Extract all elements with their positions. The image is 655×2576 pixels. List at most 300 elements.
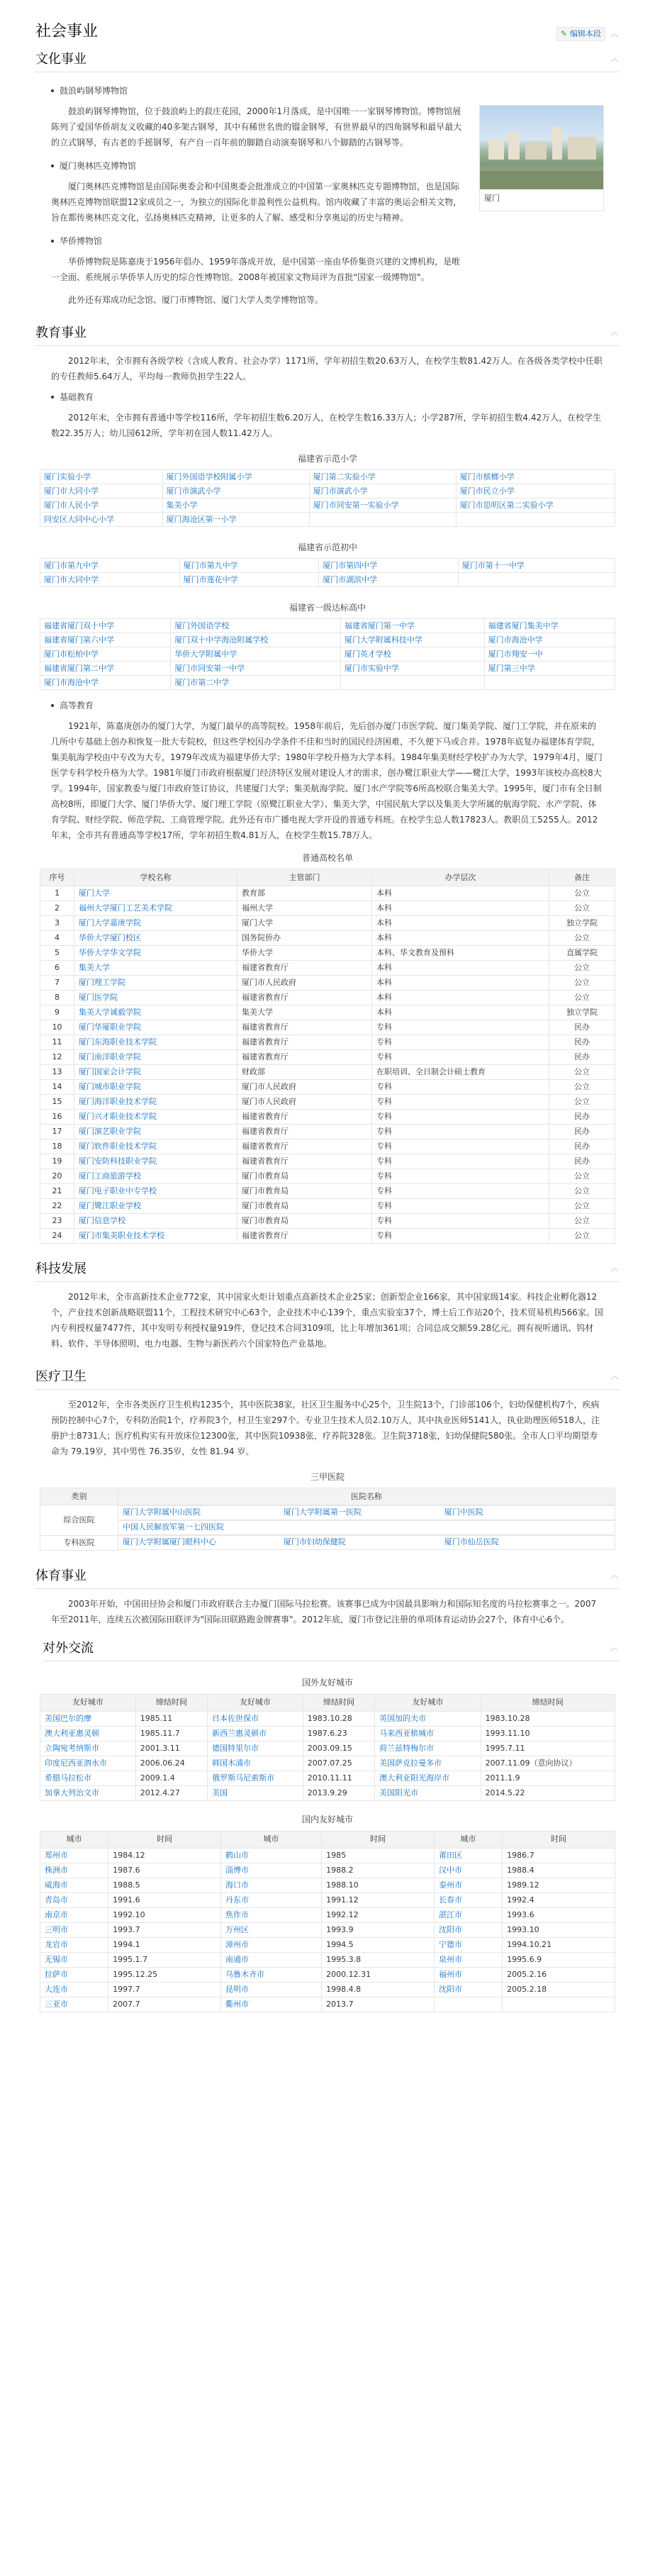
- section-header: [35, 0, 620, 48]
- domestic-city[interactable]: 长春市: [434, 1892, 502, 1907]
- collapse-chevron-icon[interactable]: ︿: [610, 328, 619, 337]
- domestic-date: 1984.12: [108, 1848, 221, 1863]
- primary-school-link[interactable]: 同安区大同中心小学: [40, 513, 163, 527]
- college-cell: 16: [40, 1110, 74, 1125]
- edit-section-button[interactable]: [556, 27, 605, 41]
- domestic-city[interactable]: 衢州市: [220, 1997, 321, 2012]
- intl-cities-title: 国外友好城市: [301, 1677, 353, 1688]
- intl-city[interactable]: 加拿大列治文市: [40, 1785, 136, 1800]
- table-row: [40, 1937, 615, 1952]
- college-link[interactable]: 厦门市集美职业技术学校: [74, 1229, 237, 1244]
- intl-header-cell: 友好城市: [375, 1694, 481, 1711]
- college-cell: 福建省教育厅: [237, 1125, 372, 1139]
- college-link[interactable]: 福州大学厦门工艺美术学院: [74, 901, 237, 916]
- primary-school-link[interactable]: 厦门市思明区第二实验小学: [456, 498, 615, 513]
- paragraph-sports: 2003年开始，中国田径协会和厦门市政府联合主办厦门国际马拉松赛。该赛事已成为中国最具影响力和国际知名度的马拉松赛事之一。2007年至2011年，连续五次被国际田联评为"国际田联路跑金牌赛事"。2012年底，厦门市登记注册的单项体育运动协会27个，体育中心6个。: [51, 1598, 597, 1624]
- domestic-date: 1992.10: [108, 1907, 221, 1922]
- college-header-cell: 办学层次: [372, 869, 549, 886]
- primary-school-row: [40, 498, 615, 513]
- college-link[interactable]: 厦门国家会计学院: [74, 1065, 237, 1080]
- edit-controls: [556, 27, 620, 41]
- domestic-city[interactable]: 漳州市: [220, 1937, 321, 1952]
- heading-exchange: [43, 1637, 620, 1661]
- high-school-link[interactable]: 福建省厦门第一中学: [340, 619, 484, 633]
- intl-date: 2014.5.22: [481, 1785, 615, 1800]
- college-cell: 公立: [549, 1184, 615, 1199]
- intl-date: 2010.11.11: [303, 1771, 374, 1785]
- college-link[interactable]: 厦门大学: [74, 886, 237, 901]
- collapse-chevron-icon[interactable]: ︿: [610, 1642, 619, 1652]
- high-school-link[interactable]: 厦门市松柏中学: [40, 647, 171, 662]
- collapse-chevron-icon[interactable]: ︿: [610, 1264, 619, 1273]
- image-caption: 厦门: [484, 194, 500, 203]
- domestic-date: 1992.12: [322, 1907, 435, 1922]
- high-school-link[interactable]: 厦门市同安第一中学: [171, 662, 341, 676]
- middle-school-link[interactable]: 厦门市第九中学: [179, 559, 319, 573]
- domestic-city[interactable]: 焦作市: [220, 1907, 321, 1922]
- city-image: [480, 106, 603, 189]
- primary-school-empty-cell: [309, 513, 456, 527]
- collapse-chevron-icon[interactable]: ︿: [610, 1371, 619, 1381]
- domestic-city[interactable]: 泉州市: [434, 1952, 502, 1967]
- primary-school-link[interactable]: 厦门市演武小学: [309, 484, 456, 498]
- high-school-link[interactable]: 厦门双十中学海沧附属学校: [171, 633, 341, 647]
- table-row: [40, 1848, 615, 1863]
- heading-science: [35, 1258, 620, 1282]
- primary-school-link[interactable]: 厦门外国语学校附属小学: [162, 470, 309, 484]
- primary-school-table-title: 福建省示范小学: [297, 454, 357, 464]
- intl-city[interactable]: 澳大利亚惠灵顿: [40, 1726, 136, 1741]
- domestic-city[interactable]: 湛江市: [434, 1907, 502, 1922]
- domestic-city[interactable]: 威海市: [40, 1878, 108, 1892]
- college-cell: 专科: [372, 1199, 549, 1214]
- table-row: [40, 1229, 615, 1244]
- domestic-city[interactable]: 乌鲁木齐市: [220, 1967, 321, 1982]
- domestic-date: 1995.12.25: [108, 1967, 221, 1982]
- college-cell: 15: [40, 1095, 74, 1110]
- intl-date: 2007.11.09（意向协议）: [481, 1756, 615, 1771]
- primary-school-link[interactable]: 厦门市同安第一实验小学: [309, 498, 456, 513]
- heading-sports: [35, 1565, 620, 1589]
- domestic-date: 1994.5: [322, 1937, 435, 1952]
- domestic-date: 1991.6: [108, 1892, 221, 1907]
- domestic-date: 1987.6: [108, 1863, 221, 1878]
- college-link[interactable]: 厦门城市职业学院: [74, 1080, 237, 1095]
- table-row: [40, 1110, 615, 1125]
- middle-school-table: [40, 558, 615, 587]
- domestic-header-cell: 城市: [220, 1831, 321, 1848]
- middle-school-link[interactable]: 厦门市大同中学: [40, 573, 180, 587]
- high-school-link[interactable]: 厦门第三中学: [484, 662, 615, 676]
- college-cell: 本科: [372, 886, 549, 901]
- intl-cities-table-wrap: [35, 1671, 620, 1801]
- high-school-link[interactable]: 福建省厦门集美中学: [484, 619, 615, 633]
- high-school-table-title: 福建省一级达标高中: [289, 603, 366, 613]
- college-cell: 10: [40, 1020, 74, 1035]
- domestic-city[interactable]: 沈阳市: [434, 1982, 502, 1997]
- college-cell: 8: [40, 991, 74, 1005]
- college-header-cell: 备注: [549, 869, 615, 886]
- college-cell: 福建省教育厅: [237, 1229, 372, 1244]
- domestic-city[interactable]: 郑州市: [40, 1848, 108, 1863]
- college-cell: 国务院侨办: [237, 931, 372, 946]
- hospital-link[interactable]: [444, 1521, 605, 1534]
- paragraph-higher-education: 1921年，陈嘉庚创办的厦门大学，为厦门最早的高等院校。1958年前后，先后创办厦门市医学院、厦门集美学院、厦门工学院，并在原来的几所中专基础上创办和恢复一批大专院校，但这些学校因办学条件不佳和当时的国民经济困难，不久便下马或合并。1978年底复办福建体育学院，集美航海学校由中专改为大专，1979年改成为福建华侨大学；1980年学校升格为大学本科。1984年集美财经学校扩办为大学，1979年4月，厦门医学专科学校升格为大学。1981年厦门市政府根据厦门经济特区发展对建设人才的需求，创办鹭江职业大学——鹭江大学，1993年该校办高校8大学。1994年，国家教委与厦门市政府签订协议，共建厦门大学；集美航海学院、厦门水产学院等6所高校联合集美大学。1995年，厦门市有全日制高校8所，即厦门大学、厦门华侨大学、厦门理工学院（原鹭江职业大学）、集美大学，中国民航大学以及集美大学所属的航海学院、水产学院、体育学院、财经学院、师范学院、工商管理学院。此外还有市广播电视大学开设的普通专科班。在校学生总人数17823人。教职员工5255人。2012年末，全市共有普通高等学校17所，学年初招生数4.81万人，在校学生数15.78万人。: [51, 721, 603, 840]
- domestic-date: 1988.2: [322, 1863, 435, 1878]
- hospital-link[interactable]: 中国人民解放军第一七四医院: [123, 1522, 224, 1532]
- intl-city[interactable]: 美国阳光市: [375, 1785, 481, 1800]
- high-school-link[interactable]: 厦门大学附属科技中学: [340, 633, 484, 647]
- college-link[interactable]: 厦门理工学院: [74, 976, 237, 991]
- intl-date: 2013.9.29: [303, 1785, 374, 1800]
- high-school-link[interactable]: 厦门英才学校: [340, 647, 484, 662]
- intl-city[interactable]: 英国加的夫市: [375, 1711, 481, 1726]
- domestic-city[interactable]: 拉萨市: [40, 1967, 108, 1982]
- domestic-city[interactable]: 昆明市: [220, 1982, 321, 1997]
- college-cell: 6: [40, 961, 74, 976]
- college-cell: 厦门市教育局: [237, 1199, 372, 1214]
- college-link[interactable]: 厦门大学嘉庚学院: [74, 916, 237, 931]
- college-cell: 福建省教育厅: [237, 991, 372, 1005]
- domestic-city[interactable]: 宁德市: [434, 1937, 502, 1952]
- college-link[interactable]: 厦门工商旅游学校: [74, 1169, 237, 1184]
- domestic-city[interactable]: 三明市: [40, 1922, 108, 1937]
- city-image-card[interactable]: [479, 105, 604, 211]
- high-school-row: [40, 662, 615, 676]
- college-cell: 厦门市教育局: [237, 1184, 372, 1199]
- college-cell: 22: [40, 1199, 74, 1214]
- primary-school-link[interactable]: 厦门实验小学: [40, 470, 163, 484]
- collapse-chevron-icon[interactable]: ︿: [610, 54, 619, 63]
- college-cell: 独立学院: [549, 1005, 615, 1020]
- hospital-header-category: 类别: [40, 1488, 118, 1505]
- domestic-city[interactable]: 三亚市: [40, 1997, 108, 2012]
- domestic-city[interactable]: 大连市: [40, 1982, 108, 1997]
- hospital-link[interactable]: 厦门市仙岳医院: [444, 1537, 499, 1546]
- domestic-city[interactable]: 莆田区: [434, 1848, 502, 1863]
- high-school-link[interactable]: 福建省厦门双十中学: [40, 619, 171, 633]
- domestic-date: 2013.7: [322, 1997, 435, 2012]
- college-cell: 民办: [549, 1125, 615, 1139]
- domestic-city[interactable]: 福州市: [434, 1967, 502, 1982]
- college-cell: 公立: [549, 1095, 615, 1110]
- primary-school-empty-cell: [456, 513, 615, 527]
- table-row: [40, 916, 615, 931]
- hospital-link[interactable]: 厦门大学附属厦门眼科中心: [123, 1537, 216, 1546]
- college-cell: 专科: [372, 1154, 549, 1169]
- table-row: [40, 961, 615, 976]
- table-row: [40, 1878, 615, 1892]
- culture-section: [35, 72, 620, 308]
- college-link[interactable]: 厦门南洋职业学院: [74, 1050, 237, 1065]
- college-cell: 福建省教育厅: [237, 1154, 372, 1169]
- college-cell: 公立: [549, 886, 615, 901]
- table-row: [40, 1711, 615, 1726]
- subheading-olympic-museum: 厦门奥林匹克博物馆: [35, 157, 478, 174]
- table-row: [40, 1907, 615, 1922]
- intl-date: 2003.09.15: [303, 1741, 374, 1756]
- college-header-cell: 学校名称: [74, 869, 237, 886]
- high-school-row: [40, 647, 615, 662]
- domestic-city[interactable]: 沈阳市: [434, 1922, 502, 1937]
- subheading-basic-education: 基础教育: [35, 389, 620, 406]
- intl-city[interactable]: 希腊马拉松市: [40, 1771, 136, 1785]
- table-row: [40, 946, 615, 961]
- collapse-chevron-icon[interactable]: ︿: [610, 1570, 619, 1580]
- college-link[interactable]: 厦门软件职业技术学院: [74, 1139, 237, 1154]
- primary-school-link[interactable]: 厦门市演武小学: [162, 484, 309, 498]
- primary-school-table: [40, 469, 615, 527]
- college-cell: 5: [40, 946, 74, 961]
- high-school-link[interactable]: 福建省厦门第六中学: [40, 633, 171, 647]
- college-cell: 3: [40, 916, 74, 931]
- intl-city[interactable]: 俄罗斯马尼索斯市: [208, 1771, 303, 1785]
- domestic-date: 1993.9: [322, 1922, 435, 1937]
- table-row: [40, 1785, 615, 1800]
- domestic-city[interactable]: 淄博市: [220, 1863, 321, 1878]
- paragraph-other-museums: 此外还有郑成功纪念馆、厦门市博物馆、厦门大学人类学博物馆等。: [68, 295, 324, 305]
- intl-date: 2009.1.4: [135, 1771, 207, 1785]
- intl-city[interactable]: 德国特里尔市: [208, 1741, 303, 1756]
- college-link[interactable]: 厦门安防科技职业学院: [74, 1154, 237, 1169]
- college-cell: 专科: [372, 1184, 549, 1199]
- college-cell: 本科、华文教育及预科: [372, 946, 549, 961]
- college-cell: 20: [40, 1169, 74, 1184]
- intl-city[interactable]: 美国萨克拉曼多市: [375, 1756, 481, 1771]
- table-row: [40, 991, 615, 1005]
- domestic-city[interactable]: 株洲市: [40, 1863, 108, 1878]
- college-link[interactable]: 厦门华厦职业学院: [74, 1020, 237, 1035]
- college-cell: 直属学院: [549, 946, 615, 961]
- college-cell: 本科: [372, 901, 549, 916]
- domestic-city[interactable]: 鹤山市: [220, 1848, 321, 1863]
- college-cell: 福建省教育厅: [237, 1020, 372, 1035]
- college-link[interactable]: 华侨大学厦门校区: [74, 931, 237, 946]
- heading-health-text: 医疗卫生: [35, 1369, 86, 1384]
- domestic-city[interactable]: 青岛市: [40, 1892, 108, 1907]
- domestic-city[interactable]: 海口市: [220, 1878, 321, 1892]
- college-link[interactable]: 厦门兴才职业技术学院: [74, 1110, 237, 1125]
- intl-date: 2011.1.9: [481, 1771, 615, 1785]
- college-cell: 教育部: [237, 886, 372, 901]
- intl-date: 1995.7.11: [481, 1741, 615, 1756]
- college-cell: 公立: [549, 1065, 615, 1080]
- college-cell: 福建省教育厅: [237, 1035, 372, 1050]
- table-row: [40, 1050, 615, 1065]
- middle-school-link[interactable]: 厦门市第十一中学: [458, 559, 615, 573]
- college-cell: 公立: [549, 1229, 615, 1244]
- college-cell: 9: [40, 1005, 74, 1020]
- middle-school-link[interactable]: 厦门市第九中学: [40, 559, 180, 573]
- domestic-city[interactable]: 南通市: [220, 1952, 321, 1967]
- domestic-date: 1993.10: [503, 1922, 615, 1937]
- high-school-table: [40, 618, 615, 690]
- college-cell: 公立: [549, 1080, 615, 1095]
- table-row: [40, 1771, 615, 1785]
- domestic-date: 1988.10: [322, 1878, 435, 1892]
- intl-header-cell: 友好城市: [40, 1694, 136, 1711]
- high-school-empty-cell: [484, 676, 615, 690]
- intl-city[interactable]: 澳大利亚阳光海岸市: [375, 1771, 481, 1785]
- college-cell: 专科: [372, 1125, 549, 1139]
- domestic-date: 1997.7: [108, 1982, 221, 1997]
- primary-school-table-wrap: [35, 448, 620, 527]
- heading-science-text: 科技发展: [35, 1261, 86, 1276]
- college-cell: 1: [40, 886, 74, 901]
- college-cell: 福建省教育厅: [237, 1110, 372, 1125]
- domestic-city[interactable]: 泰州市: [434, 1878, 502, 1892]
- college-cell: 24: [40, 1229, 74, 1244]
- domestic-header-cell: 时间: [108, 1831, 221, 1848]
- hospital-link[interactable]: 厦门市妇幼保健院: [283, 1537, 346, 1546]
- primary-school-row: [40, 484, 615, 498]
- high-school-link[interactable]: 厦门市实验中学: [340, 662, 484, 676]
- subheading-piano-museum: 鼓浪屿钢琴博物馆: [35, 82, 478, 99]
- table-row: [40, 1982, 615, 1997]
- high-school-row: [40, 676, 615, 690]
- college-cell: 本科: [372, 991, 549, 1005]
- college-cell: 专科: [372, 1095, 549, 1110]
- intl-date: 2006.06.24: [135, 1756, 207, 1771]
- college-cell: 公立: [549, 991, 615, 1005]
- college-cell: 民办: [549, 1020, 615, 1035]
- primary-school-link[interactable]: 厦门市槟榔小学: [456, 470, 615, 484]
- primary-school-link[interactable]: 厦门市大同小学: [40, 484, 163, 498]
- domestic-date: 1994.1: [108, 1937, 221, 1952]
- college-link[interactable]: 厦门信息学校: [74, 1214, 237, 1229]
- college-link[interactable]: 集美大学: [74, 961, 237, 976]
- table-row: [40, 931, 615, 946]
- domestic-date: 2000.12.31: [322, 1967, 435, 1982]
- college-cell: 18: [40, 1139, 74, 1154]
- middle-school-link[interactable]: 厦门市第四中学: [319, 559, 459, 573]
- hospital-names-cell: [118, 1535, 615, 1550]
- high-school-link[interactable]: 华侨大学附属中学: [171, 647, 341, 662]
- table-row: [40, 1020, 615, 1035]
- intl-date: 1983.10.28: [481, 1711, 615, 1726]
- domestic-city[interactable]: 丹东市: [220, 1892, 321, 1907]
- college-cell: 民办: [549, 1154, 615, 1169]
- college-cell: 华侨大学: [237, 946, 372, 961]
- table-row: [40, 1892, 615, 1907]
- domestic-date: 1989.12: [503, 1878, 615, 1892]
- intl-city[interactable]: 韩国木浦市: [208, 1756, 303, 1771]
- hospital-link[interactable]: 厦门中医院: [444, 1507, 483, 1517]
- domestic-date: 1995.1.7: [108, 1952, 221, 1967]
- table-row: [40, 1080, 615, 1095]
- intl-city[interactable]: 立陶宛考纳斯市: [40, 1741, 136, 1756]
- domestic-header-cell: 时间: [322, 1831, 435, 1848]
- college-link[interactable]: 集美大学诚毅学院: [74, 1005, 237, 1020]
- primary-school-link[interactable]: 厦门市民立小学: [456, 484, 615, 498]
- subheading-overseas-museum: 华侨博物馆: [35, 233, 478, 250]
- intl-city[interactable]: 马来西亚槟城市: [375, 1726, 481, 1741]
- high-school-link[interactable]: 厦门市第二中学: [171, 676, 341, 690]
- college-link[interactable]: 厦门海洋职业技术学院: [74, 1095, 237, 1110]
- intl-city[interactable]: 日本佐世保市: [208, 1711, 303, 1726]
- intl-city[interactable]: 新西兰惠灵顿市: [208, 1726, 303, 1741]
- domestic-date: 1995.6.9: [503, 1952, 615, 1967]
- college-link[interactable]: 华侨大学华文学院: [74, 946, 237, 961]
- hospital-link[interactable]: 厦门大学附属第一医院: [283, 1507, 362, 1517]
- college-cell: 福州大学: [237, 901, 372, 916]
- heading-health: [35, 1366, 620, 1390]
- domestic-cities-table: [40, 1831, 615, 2012]
- college-cell: 公立: [549, 976, 615, 991]
- college-cell: 厦门市人民政府: [237, 1095, 372, 1110]
- domestic-date: 1993.7: [108, 1922, 221, 1937]
- college-cell: 14: [40, 1080, 74, 1095]
- college-cell: 独立学院: [549, 916, 615, 931]
- college-cell: 专科: [372, 1050, 549, 1065]
- intl-date: 1985.11: [135, 1711, 207, 1726]
- primary-school-link[interactable]: 厦门市人民小学: [40, 498, 163, 513]
- college-link[interactable]: 厦门电子职业中专学校: [74, 1184, 237, 1199]
- intl-city[interactable]: 印度尼西亚泗水市: [40, 1756, 136, 1771]
- intl-cities-table: [40, 1694, 615, 1801]
- college-header-cell: 序号: [40, 869, 74, 886]
- table-row: [40, 1520, 615, 1535]
- domestic-city[interactable]: 南京市: [40, 1907, 108, 1922]
- high-school-link[interactable]: 厦门市海沧中学: [40, 676, 171, 690]
- domestic-city[interactable]: 龙岩市: [40, 1937, 108, 1952]
- domestic-city: [434, 1997, 502, 2012]
- domestic-city[interactable]: 无锡市: [40, 1952, 108, 1967]
- college-cell: 专科: [372, 1169, 549, 1184]
- college-cell: 本科: [372, 931, 549, 946]
- primary-school-row: [40, 513, 615, 527]
- domestic-city[interactable]: 万州区: [220, 1922, 321, 1937]
- college-cell: 专科: [372, 1229, 549, 1244]
- primary-school-link[interactable]: 厦门第二实验小学: [309, 470, 456, 484]
- middle-school-link[interactable]: 厦门市莲花中学: [179, 573, 319, 587]
- college-cell: 厦门市人民政府: [237, 1080, 372, 1095]
- intl-city[interactable]: 美国: [208, 1785, 303, 1800]
- heading-education-text: 教育事业: [35, 325, 86, 340]
- domestic-cities-title: 国内友好城市: [301, 1814, 353, 1824]
- high-school-link[interactable]: 厦门外国语学校: [171, 619, 341, 633]
- table-row: [40, 1726, 615, 1741]
- high-school-link[interactable]: 福建省厦门第二中学: [40, 662, 171, 676]
- college-table-title: 普通高校名单: [301, 853, 353, 863]
- college-link[interactable]: 厦门鹭江职业学校: [74, 1199, 237, 1214]
- intl-city[interactable]: 荷兰兹特梅尔市: [375, 1741, 481, 1756]
- domestic-date: 1988.4: [503, 1863, 615, 1878]
- paragraph-piano-museum: 鼓浪屿钢琴博物馆，位于鼓浪屿上的菽庄花园，2000年1月落成，是中国唯一一家钢琴博物馆。博物馆展陈列了爱国华侨胡友义收藏的40多架古钢琴，其中有稀世名贵的镏金钢琴，有世界最早的四角钢琴和最早最大的立式钢琴，有古老的手摇钢琴，有产自一百年前的脚踏自动演奏钢琴和八个脚踏的古钢琴等。: [51, 106, 462, 147]
- hospital-link[interactable]: 厦门大学附属中山医院: [123, 1507, 201, 1517]
- domestic-header-cell: 城市: [40, 1831, 108, 1848]
- college-cell: 2: [40, 901, 74, 916]
- primary-school-link[interactable]: 厦门海沧区第一小学: [162, 513, 309, 527]
- primary-school-link[interactable]: 集美小学: [162, 498, 309, 513]
- collapse-chevron-icon[interactable]: ︿: [610, 29, 619, 38]
- middle-school-link[interactable]: 厦门市湖滨中学: [319, 573, 459, 587]
- college-cell: 福建省教育厅: [237, 1139, 372, 1154]
- intl-city[interactable]: 美国巴尔的摩: [40, 1711, 136, 1726]
- high-school-link[interactable]: 厦门市翔安一中: [484, 647, 615, 662]
- college-link[interactable]: 厦门东海职业技术学院: [74, 1035, 237, 1050]
- hospital-link[interactable]: [284, 1521, 444, 1534]
- table-row: [40, 1199, 615, 1214]
- domestic-city[interactable]: 汉中市: [434, 1863, 502, 1878]
- college-link[interactable]: 厦门医学院: [74, 991, 237, 1005]
- college-cell: 民办: [549, 1035, 615, 1050]
- high-school-link[interactable]: 厦门市海沧中学: [484, 633, 615, 647]
- intl-date: 2007.07.25: [303, 1756, 374, 1771]
- college-cell: 厦门大学: [237, 916, 372, 931]
- table-row: [40, 1125, 615, 1139]
- college-link[interactable]: 厦门演艺职业学院: [74, 1125, 237, 1139]
